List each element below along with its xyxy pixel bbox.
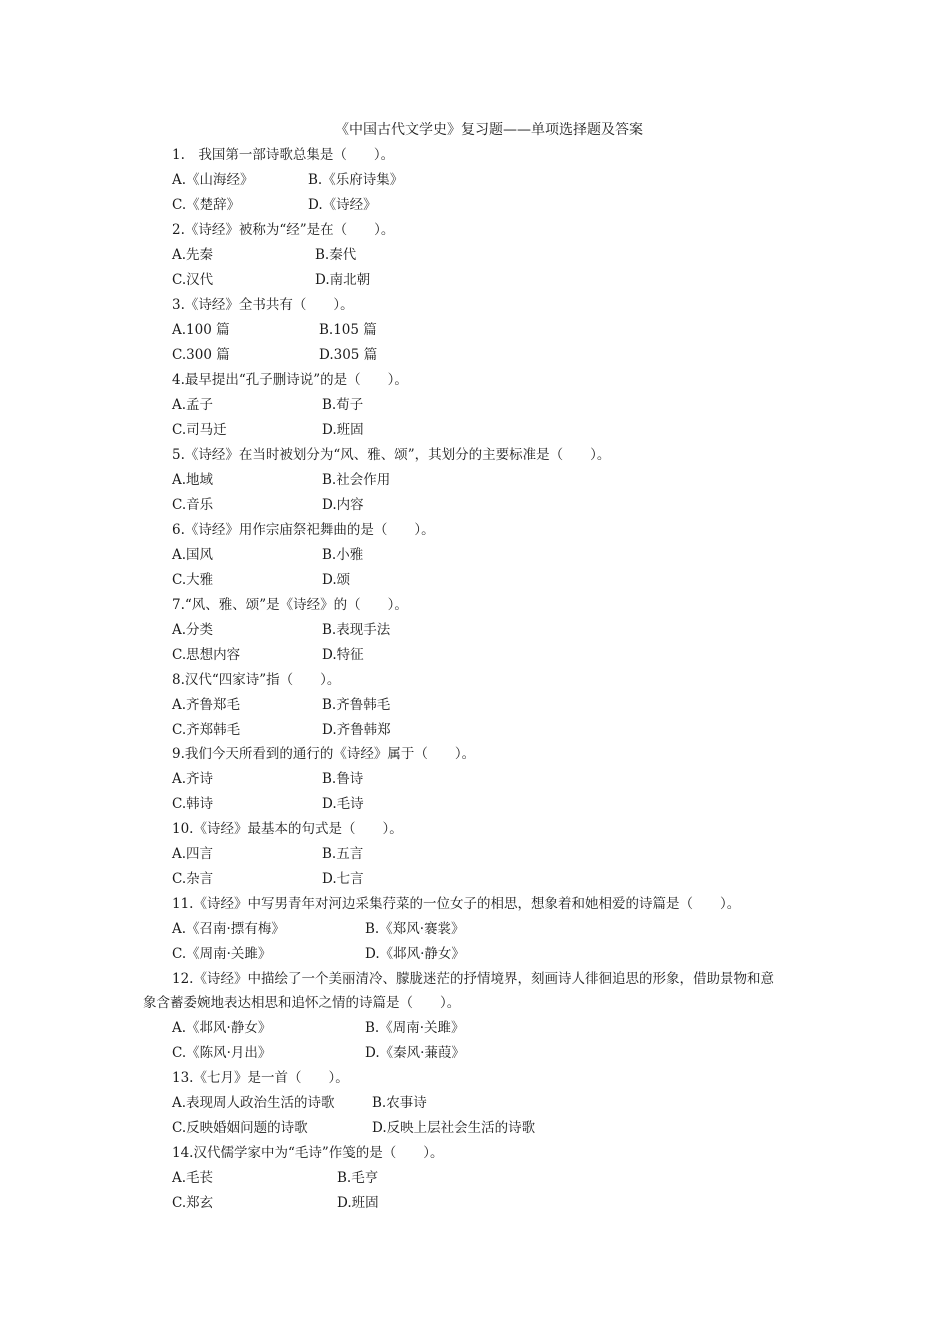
option-b: B.齐鲁韩毛 xyxy=(322,697,391,713)
question-stem-continued: 象含蓄委婉地表达相思和追怀之情的诗篇是（ ）。 xyxy=(143,995,461,1011)
question-stem: 4.最早提出“孔子删诗说”的是（ ）。 xyxy=(172,372,408,388)
option-c: C.反映婚姻问题的诗歌 xyxy=(172,1120,308,1136)
option-d: D.305 篇 xyxy=(319,347,378,363)
option-c: C.杂言 xyxy=(172,871,214,887)
question-stem: 8.汉代“四家诗”指（ ）。 xyxy=(172,672,341,688)
option-a: A.齐诗 xyxy=(172,771,214,787)
option-d: D.七言 xyxy=(322,871,364,887)
option-a: A.先秦 xyxy=(172,247,214,263)
question-stem: 5.《诗经》在当时被划分为“风、雅、颂”，其划分的主要标准是（ ）。 xyxy=(172,447,611,463)
option-d: D.《秦风·蒹葭》 xyxy=(365,1045,465,1061)
option-b: B.荀子 xyxy=(322,397,364,413)
question-stem: 6.《诗经》用作宗庙祭祀舞曲的是（ ）。 xyxy=(172,522,435,538)
option-b: B.《郑风·褰裳》 xyxy=(365,921,465,937)
option-d: D.反映上层社会生活的诗歌 xyxy=(372,1120,536,1136)
option-c: C.音乐 xyxy=(172,497,214,513)
question-stem: 7.“风、雅、颂”是《诗经》的（ ）。 xyxy=(172,597,408,613)
option-a: A.国风 xyxy=(172,547,214,563)
option-d: D.南北朝 xyxy=(315,272,371,288)
option-a: A.《山海经》 xyxy=(172,172,254,188)
option-b: B.105 篇 xyxy=(319,322,377,338)
option-a: A.齐鲁郑毛 xyxy=(172,697,241,713)
question-stem: 14.汉代儒学家中为“毛诗”作笺的是（ ）。 xyxy=(172,1145,444,1161)
question-stem: 10.《诗经》最基本的句式是（ ）。 xyxy=(172,821,403,837)
option-c: C.司马迁 xyxy=(172,422,227,438)
question-stem: 11.《诗经》中写男青年对河边采集荇菜的一位女子的相思，想象着和她相爱的诗篇是（ ）。 xyxy=(172,896,741,912)
option-c: C.齐郑韩毛 xyxy=(172,722,241,738)
option-c: C.郑玄 xyxy=(172,1195,214,1211)
option-d: D.内容 xyxy=(322,497,364,513)
option-a: A.100 篇 xyxy=(172,322,230,338)
option-d: D.班固 xyxy=(337,1195,379,1211)
option-c: C.汉代 xyxy=(172,272,214,288)
option-a: A.毛苌 xyxy=(172,1170,214,1186)
question-stem: 13.《七月》是一首（ ）。 xyxy=(172,1070,349,1086)
option-d: D.《邶风·静女》 xyxy=(365,946,465,962)
option-c: C.《周南·关雎》 xyxy=(172,946,272,962)
question-stem: 3.《诗经》全书共有（ ）。 xyxy=(172,297,354,313)
option-d: D.特征 xyxy=(322,647,364,663)
option-b: B.秦代 xyxy=(315,247,357,263)
option-b: B.小雅 xyxy=(322,547,364,563)
option-a: A.四言 xyxy=(172,846,214,862)
option-c: C.300 篇 xyxy=(172,347,230,363)
option-b: B.《周南·关雎》 xyxy=(365,1020,465,1036)
option-b: B.《乐府诗集》 xyxy=(308,172,404,188)
option-a: A.分类 xyxy=(172,622,214,638)
option-a: A.《召南·摽有梅》 xyxy=(172,921,285,937)
option-b: B.毛亨 xyxy=(337,1170,379,1186)
question-stem: 2.《诗经》被称为“经”是在（ ）。 xyxy=(172,222,395,238)
option-b: B.社会作用 xyxy=(322,472,391,488)
option-d: D.齐鲁韩郑 xyxy=(322,722,391,738)
option-b: B.表现手法 xyxy=(322,622,391,638)
question-stem: 9.我们今天所看到的通行的《诗经》属于（ ）。 xyxy=(172,746,476,762)
option-a: A.《邶风·静女》 xyxy=(172,1020,272,1036)
option-b: B.农事诗 xyxy=(372,1095,427,1111)
option-c: C.大雅 xyxy=(172,572,214,588)
option-d: D.《诗经》 xyxy=(308,197,377,213)
option-d: D.毛诗 xyxy=(322,796,364,812)
option-c: C.思想内容 xyxy=(172,647,241,663)
option-c: C.《楚辞》 xyxy=(172,197,241,213)
page-title: 《中国古代文学史》复习题——单项选择题及答案 xyxy=(335,122,643,138)
question-stem: 12.《诗经》中描绘了一个美丽清冷、朦胧迷茫的抒情境界，刻画诗人徘徊追思的形象，借助景物和意 xyxy=(172,971,774,987)
option-a: A.表现周人政治生活的诗歌 xyxy=(172,1095,335,1111)
option-a: A.孟子 xyxy=(172,397,214,413)
option-c: C.《陈风·月出》 xyxy=(172,1045,272,1061)
option-b: B.鲁诗 xyxy=(322,771,364,787)
option-b: B.五言 xyxy=(322,846,364,862)
option-d: D.颂 xyxy=(322,572,351,588)
option-a: A.地域 xyxy=(172,472,214,488)
question-stem: 1. 我国第一部诗歌总集是（ ）。 xyxy=(172,147,395,163)
option-d: D.班固 xyxy=(322,422,364,438)
option-c: C.韩诗 xyxy=(172,796,214,812)
